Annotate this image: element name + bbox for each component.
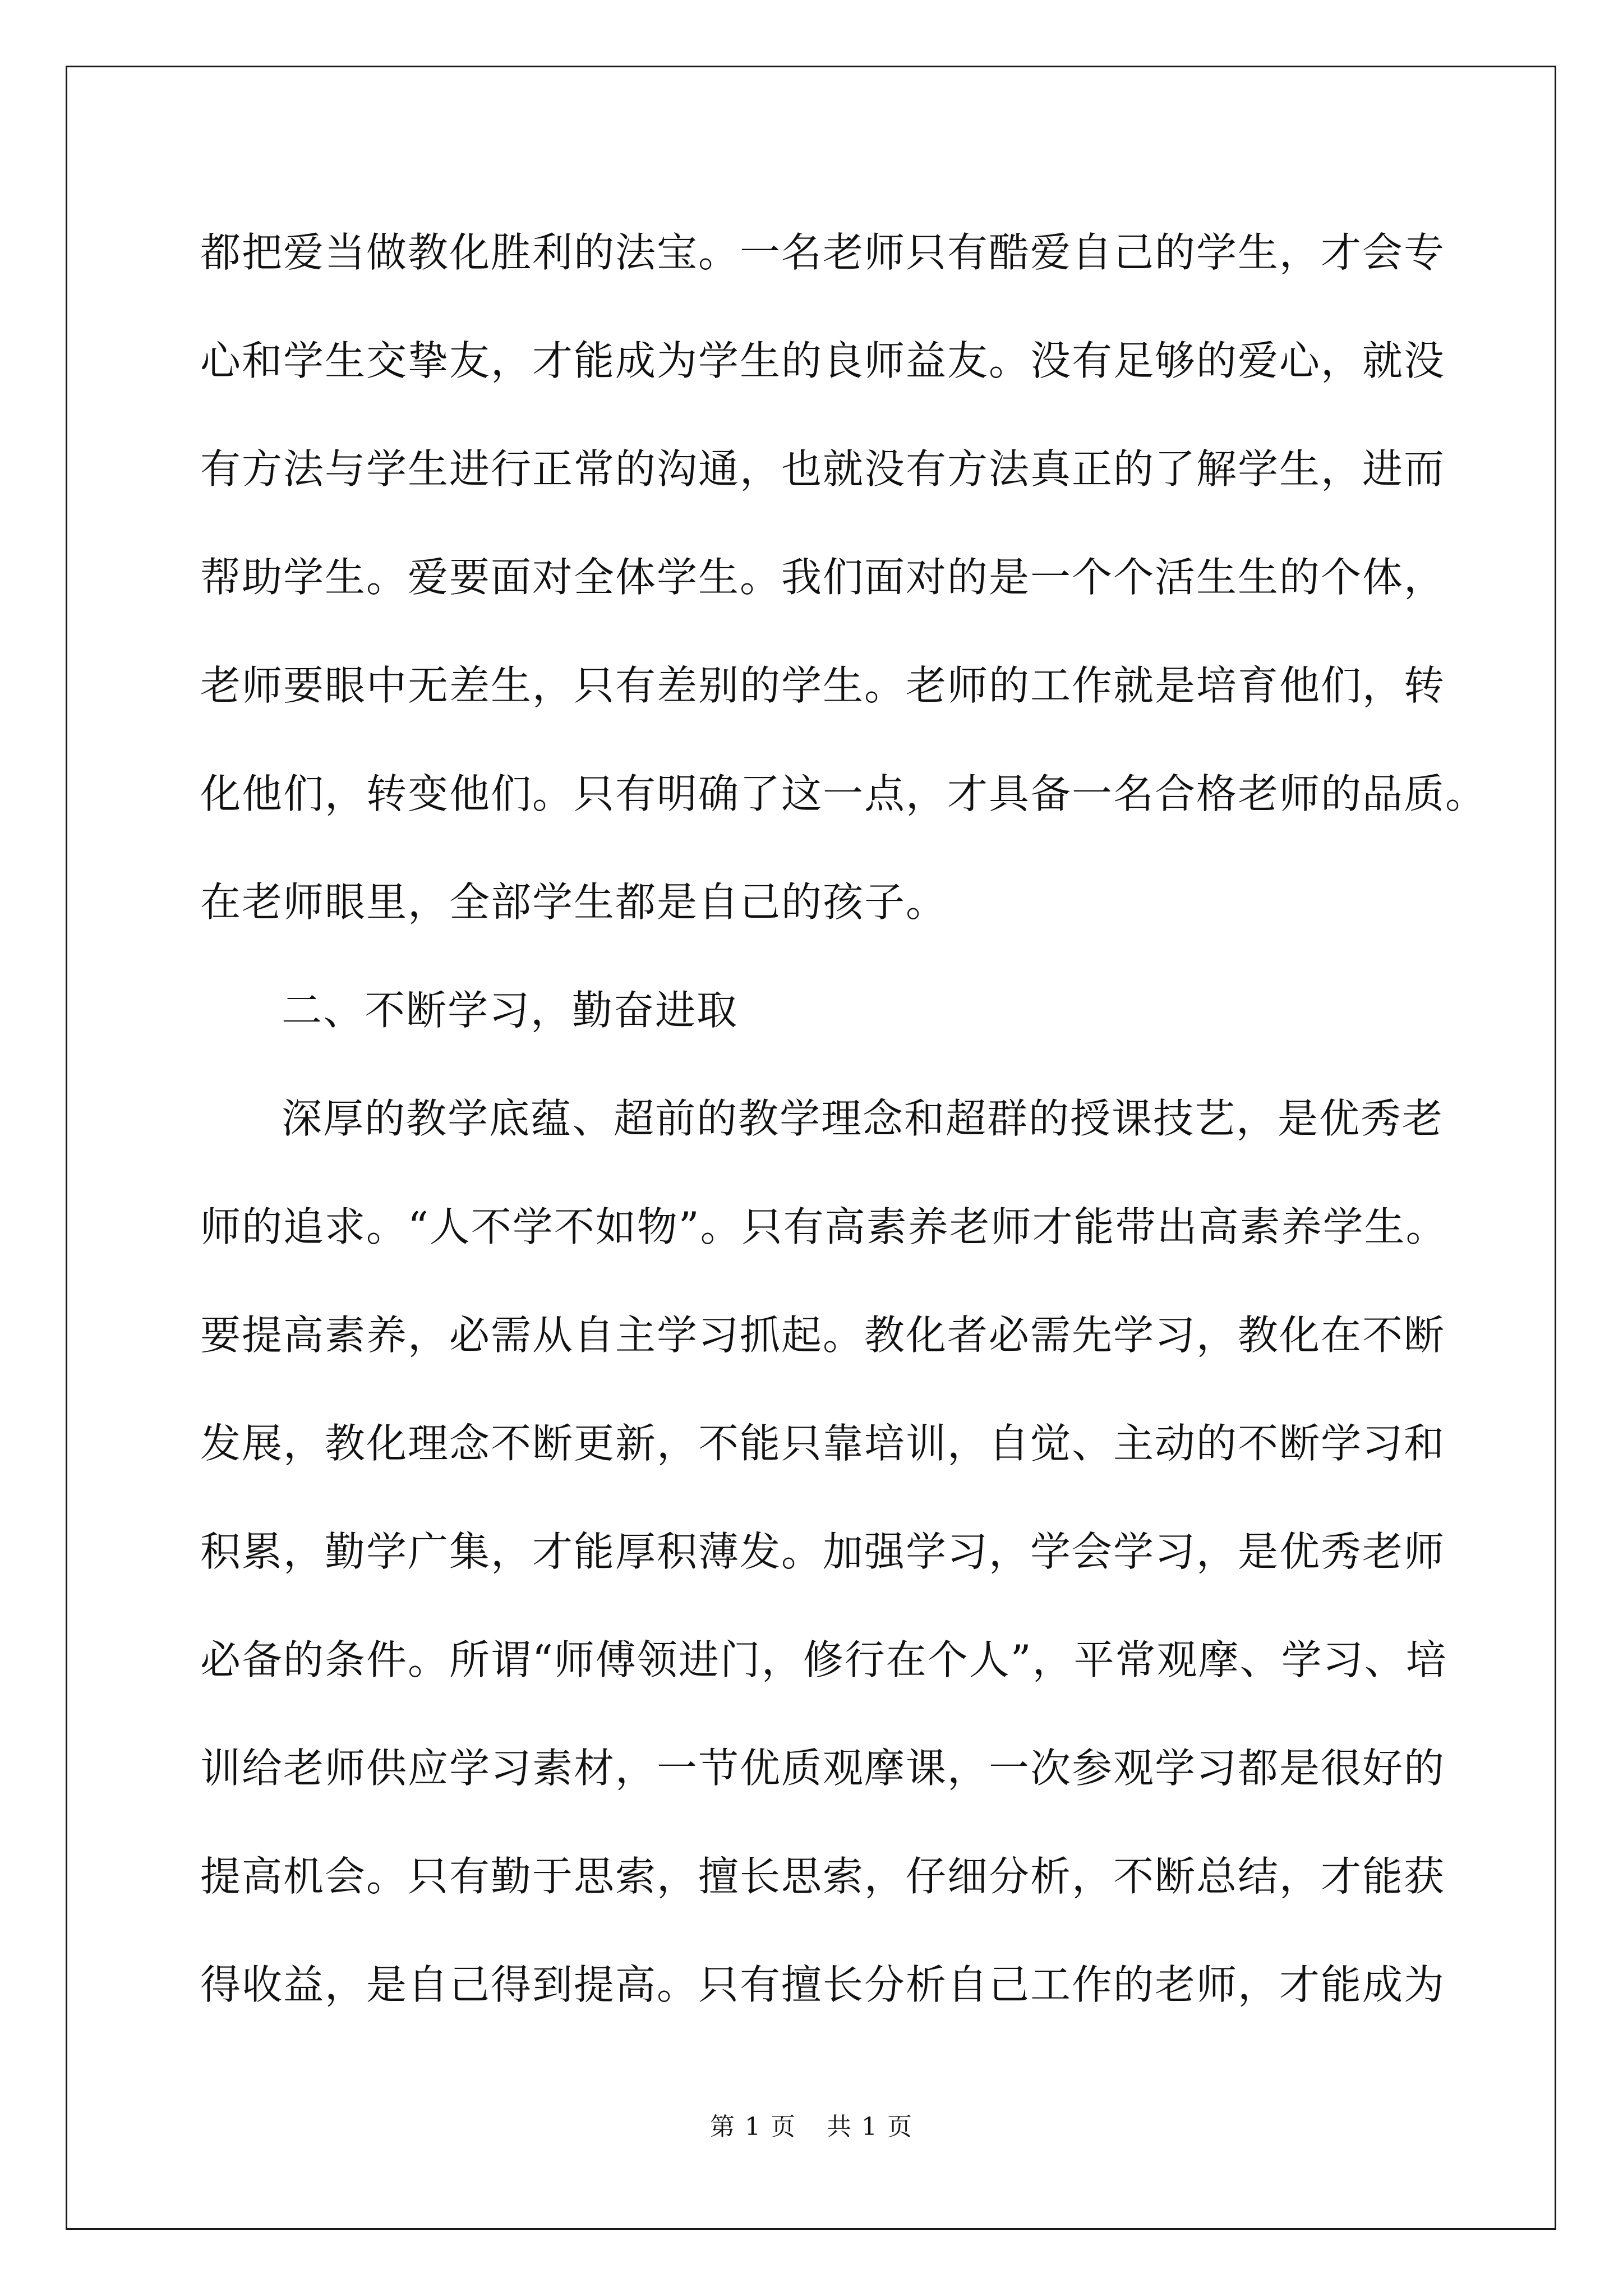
paragraph-line: 提高机会。只有勤于思索，擅长思索，仔细分析，不断总结，才能获 (200, 1853, 1446, 1900)
paragraph-line: 帮助学生。爱要面对全体学生。我们面对的是一个个活生生的个体， (200, 554, 1446, 601)
paragraph-line: 深厚的教学底蕴、超前的教学理念和超群的授课技艺，是优秀老 (282, 1095, 1444, 1142)
paragraph-line: 在老师眼里，全部学生都是自己的孩子。 (200, 878, 948, 926)
paragraph-line: 积累，勤学广集，才能厚积薄发。加强学习，学会学习，是优秀老师 (200, 1528, 1446, 1575)
paragraph-line: 老师要眼中无差生，只有差别的学生。老师的工作就是培育他们，转 (200, 662, 1446, 709)
paragraph-line: 得收益，是自己得到提高。只有擅长分析自己工作的老师，才能成为 (200, 1961, 1446, 2008)
page-footer (0, 2110, 1623, 2144)
paragraph-line: 都把爱当做教化胜利的法宝。一名老师只有酷爱自己的学生，才会专 (200, 229, 1446, 276)
page-number: 第 1 页 (710, 2113, 796, 2141)
paragraph-line: 师的追求。“人不学不如物”。只有高素养老师才能带出高素养学生。 (200, 1203, 1447, 1250)
paragraph-line: 要提高素养，必需从自主学习抓起。教化者必需先学习，教化在不断 (200, 1312, 1446, 1359)
page-total: 共 1 页 (827, 2113, 913, 2141)
section-heading: 二、不断学习，勤奋进取 (282, 987, 739, 1034)
paragraph-line: 化他们，转变他们。只有明确了这一点，才具备一名合格老师的品质。 (200, 770, 1487, 817)
paragraph-line: 心和学生交挚友，才能成为学生的良师益友。没有足够的爱心，就没 (200, 337, 1446, 384)
paragraph-line: 训给老师供应学习素材，一节优质观摩课，一次参观学习都是很好的 (200, 1745, 1446, 1792)
paragraph-line: 有方法与学生进行正常的沟通，也就没有方法真正的了解学生，进而 (200, 445, 1446, 493)
paragraph-line: 必备的条件。所谓“师傅领进门，修行在个人”，平常观摩、学习、培 (200, 1636, 1447, 1683)
paragraph-line: 发展，教化理念不断更新，不能只靠培训，自觉、主动的不断学习和 (200, 1420, 1446, 1467)
